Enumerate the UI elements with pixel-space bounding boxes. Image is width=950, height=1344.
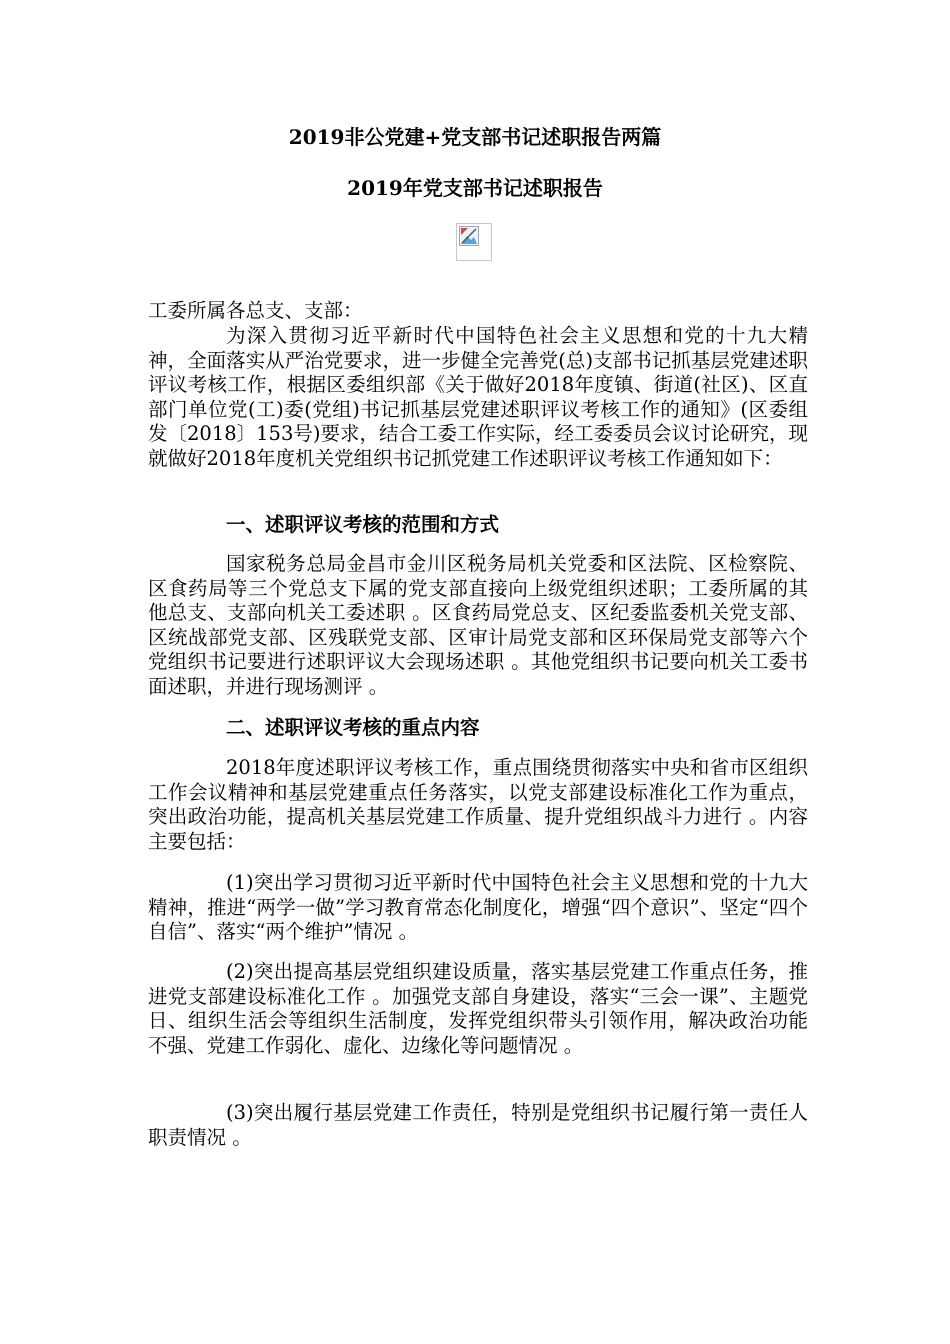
section1-paragraph: 国家税务总局金昌市金川区税务局机关党委和区法院、区检察院、区食药局等三个党总支下属的党支部直接向上级党组织述职；工委所属的其他总支、支部向机关工委述职 。区食药局党总支、区纪委监委机关党支部、区统战部党支部、区残联党支部、区审计局党支部和区环保局党支部等六个党组织书记要进行述职评议大会现场述职 。其他党组织书记要向机关工委书面述职，并进行现场测评 。	[148, 552, 808, 698]
intro-paragraph: 为深入贯彻习近平新时代中国特色社会主义思想和党的十九大精神，全面落实从严治党要求，进一步健全完善党(总)支部书记抓基层党建述职评议考核工作，根据区委组织部《关于做好2018年度镇、街道(社区)、区直部门单位党(工)委(党组)书记抓基层党建述职评议考核工作的通知》(区委组发〔2018〕153号)要求，结合工委工作实际，经工委委员会议讨论研究，现就做好2018年度机关党组织书记抓党建工作述职评议考核工作通知如下：	[148, 324, 808, 470]
section2-paragraph: 2018年度述职评议考核工作，重点围绕贯彻落实中央和省市区组织工作会议精神和基层党建重点任务落实，以党支部建设标准化工作为重点，突出政治功能，提高机关基层党建工作质量、提升党组织战斗力进行 。内容主要包括：	[148, 756, 808, 853]
document-subtitle: 2019年党支部书记述职报告	[347, 176, 603, 200]
salutation: 工委所属各总支、支部：	[148, 299, 363, 322]
section1-heading: 一、述职评议考核的范围和方式	[226, 513, 500, 536]
section2-heading: 二、述职评议考核的重点内容	[226, 716, 480, 739]
list-item: (1)突出学习贯彻习近平新时代中国特色社会主义思想和党的十九大精神，推进“两学一做”学习教育常态化制度化，增强“四个意识”、坚定“四个自信”、落实“两个维护”情况 。	[148, 871, 808, 943]
list-item: (3)突出履行基层党建工作责任，特别是党组织书记履行第一责任人职责情况 。	[148, 1101, 808, 1149]
document-title: 2019非公党建+党支部书记述职报告两篇	[288, 125, 662, 149]
broken-image-icon	[456, 223, 492, 261]
list-item: (2)突出提高基层党组织建设质量，落实基层党建工作重点任务，推进党支部建设标准化工作 。加强党支部自身建设，落实“三会一课”、主题党日、组织生活会等组织生活制度，发挥党组织带头引领作用，解决政治功能不强、党建工作弱化、虚化、边缘化等问题情况 。	[148, 960, 808, 1057]
